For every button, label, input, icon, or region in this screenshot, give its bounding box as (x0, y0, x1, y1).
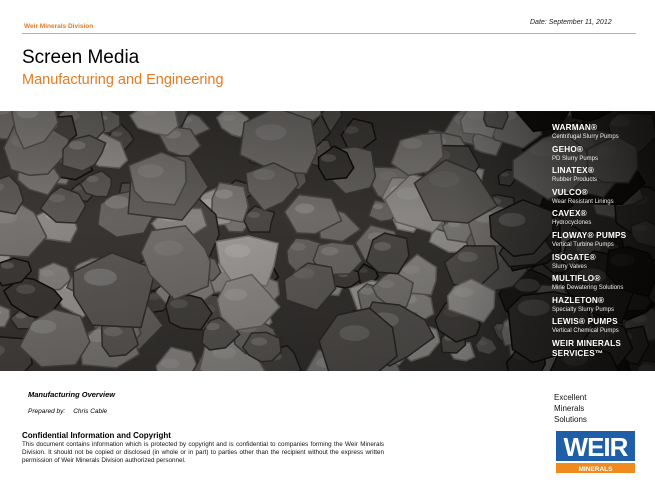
brand-list (552, 123, 652, 361)
brand-item (552, 188, 652, 210)
date-prefix: Date: (530, 19, 547, 26)
brand-item (552, 317, 652, 339)
brand-name: MULTIFLO® (552, 274, 601, 284)
division-label: Weir Minerals Division (24, 23, 94, 30)
brand-item (552, 253, 652, 275)
brand-item (552, 145, 652, 167)
brand-item (552, 166, 652, 188)
slogan (554, 392, 587, 425)
brand-item (552, 231, 652, 253)
brand-name: LINATEX® (552, 166, 595, 176)
brand-name: HAZLETON® (552, 295, 605, 305)
brand-item (552, 296, 652, 318)
date-label (530, 19, 612, 26)
brand-name: CAVEX® (552, 209, 587, 219)
brand-name: LEWIS® PUMPS (552, 317, 618, 327)
brand-item (552, 339, 652, 361)
brand-name: WARMAN® (552, 123, 598, 132)
slogan-line: Solutions (554, 415, 587, 424)
page-subtitle: Manufacturing and Engineering (22, 72, 224, 88)
brand-item (552, 274, 652, 296)
logo-word: WEIR (563, 432, 628, 462)
brand-description: Vertical Chemical Pumps (552, 328, 619, 335)
confidential-title: Confidential Information and Copyright (22, 431, 171, 440)
brand-description: PD Slurry Pumps (552, 155, 599, 162)
brand-description: Wear Resistant Linings (552, 198, 614, 205)
prepared-by-name: Chris Cable (73, 408, 108, 415)
prepared-by (28, 408, 115, 415)
weir-minerals-logo (556, 431, 635, 473)
brand-description: Slurry Valves (552, 263, 587, 270)
prepared-by-label: Prepared by: (28, 408, 66, 415)
confidential-body: This document contains information which is protected by copyright and is confidential to companies forming the Weir Minerals Division. It should not be copied or disclosed (in whole or in part) to parties other than the recipient without the express written permission of Weir Minerals Division authorized personnel. (22, 441, 384, 465)
brand-description: Centrifugal Slurry Pumps (552, 134, 619, 140)
brand-name: VULCO® (552, 187, 588, 197)
header-rule (22, 33, 636, 34)
brand-item (552, 209, 652, 231)
document-overview-title: Manufacturing Overview (28, 390, 116, 399)
brand-name: ISOGATE® (552, 252, 596, 262)
brand-description: Hydrocyclones (552, 220, 592, 227)
brand-description: Rubber Products (552, 177, 598, 184)
page-title: Screen Media (22, 47, 140, 68)
brand-description: Specialty Slurry Pumps (552, 306, 615, 313)
slogan-line: Excellent (554, 393, 587, 402)
brand-name: FLOWAY® PUMPS (552, 230, 627, 240)
brand-description: Mine Dewatering Solutions (552, 285, 624, 292)
brand-item (552, 123, 652, 145)
brand-description: Vertical Turbine Pumps (552, 241, 614, 248)
brand-name: GEHO® (552, 144, 584, 154)
slogan-line: Minerals (554, 404, 585, 413)
logo-sub: MINERALS (578, 466, 613, 473)
logo-graphic (556, 431, 635, 473)
brand-name: WEIR MINERALS (552, 338, 622, 348)
date-value: September 11, 2012 (548, 19, 612, 26)
brand-description: SERVICES™ (552, 348, 604, 358)
